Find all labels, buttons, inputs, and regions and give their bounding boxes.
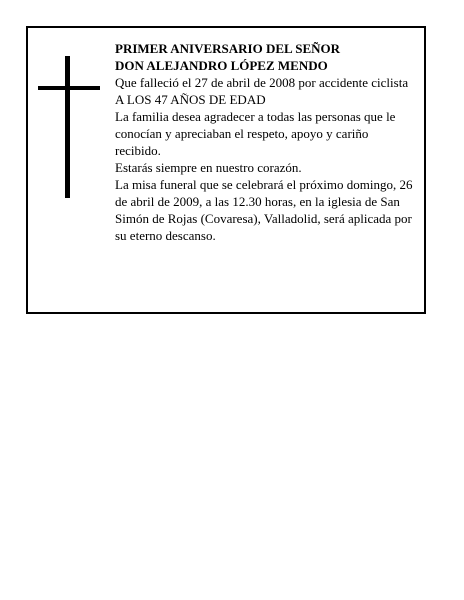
obituary-notice [26,26,426,314]
thanks-paragraph: La familia desea agradecer a todas las personas que le conocían y apreciaban el respeto, apoyo y cariño recibido. [115,109,396,158]
cross-vertical-bar [65,56,70,198]
age-line: A LOS 47 AÑOS DE EDAD [115,92,266,107]
remembrance-line: Estarás siempre en nuestro corazón. [115,160,302,175]
heading-line-2: DON ALEJANDRO LÓPEZ MENDO [115,58,328,73]
mass-paragraph: La misa funeral que se celebrará el próximo domingo, 26 de abril de 2009, a las 12.30 horas, en la iglesia de San Simón de Rojas (Covaresa), Valladolid, será aplicada por su eterno descanso. [115,177,413,243]
notice-text [115,40,415,244]
cross-icon [38,56,100,198]
cross-horizontal-bar [38,86,100,90]
death-line: Que falleció el 27 de abril de 2008 por accidente ciclista [115,75,409,90]
heading-line-1: PRIMER ANIVERSARIO DEL SEÑOR [115,41,341,56]
